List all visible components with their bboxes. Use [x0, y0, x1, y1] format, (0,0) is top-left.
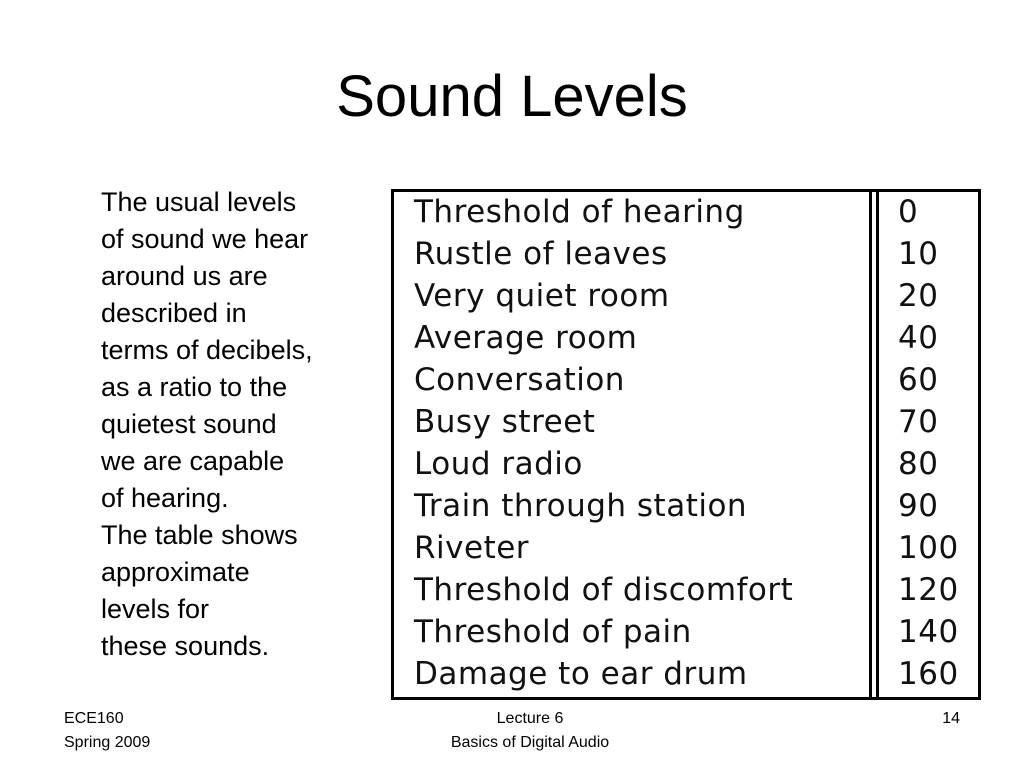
sound-name-cell: Average room	[414, 320, 638, 356]
body-line: quietest sound	[101, 409, 277, 439]
decibel-cell: 140	[898, 614, 959, 650]
decibel-cell: 120	[898, 572, 959, 608]
footer-lecture: Lecture 6	[496, 710, 564, 727]
sound-name-cell: Conversation	[414, 362, 625, 398]
decibel-cell: 60	[898, 362, 939, 398]
sound-name-column	[394, 192, 872, 697]
body-line: approximate	[101, 557, 250, 587]
decibel-column	[876, 192, 978, 697]
sound-name-cell: Train through station	[414, 488, 748, 524]
decibel-cell: 70	[898, 404, 939, 440]
body-line: these sounds.	[101, 631, 270, 661]
slide-number: 14	[942, 710, 960, 727]
body-line: described in	[101, 298, 247, 328]
decibel-cell: 160	[898, 656, 959, 692]
sound-name-cell: Busy street	[414, 404, 596, 440]
decibel-cell: 40	[898, 320, 939, 356]
decibel-cell: 100	[898, 530, 959, 566]
sound-name-cell: Very quiet room	[414, 278, 670, 314]
sound-name-cell: Rustle of leaves	[414, 236, 668, 272]
decibel-cell: 20	[898, 278, 939, 314]
body-line: levels for	[101, 594, 210, 624]
body-line: terms of decibels,	[101, 335, 313, 365]
body-line: we are capable	[101, 446, 285, 476]
body-line: of sound we hear	[101, 224, 309, 254]
footer-term: Spring 2009	[64, 734, 151, 751]
decibel-cell: 90	[898, 488, 939, 524]
decibel-cell: 0	[898, 194, 919, 230]
sound-name-cell: Riveter	[414, 530, 530, 566]
footer-course: ECE160	[64, 710, 124, 727]
body-line: as a ratio to the	[101, 372, 288, 402]
slide-title: Sound Levels	[336, 64, 688, 129]
sound-name-cell: Threshold of hearing	[414, 194, 745, 230]
body-text	[101, 184, 386, 665]
sound-name-cell: Threshold of discomfort	[414, 572, 794, 608]
sound-name-cell: Loud radio	[414, 446, 583, 482]
sound-name-cell: Damage to ear drum	[414, 656, 748, 692]
body-line: around us are	[101, 261, 268, 291]
footer-lecture-info	[410, 707, 650, 755]
decibel-cell: 80	[898, 446, 939, 482]
footer-course-info	[64, 707, 150, 755]
decibel-cell: 10	[898, 236, 939, 272]
footer-lecture-title: Basics of Digital Audio	[450, 734, 610, 751]
body-line: The usual levels	[101, 187, 297, 217]
body-line: of hearing.	[101, 483, 229, 513]
sound-name-cell: Threshold of pain	[414, 614, 692, 650]
body-line: The table shows	[101, 520, 298, 550]
sound-levels-table	[391, 189, 981, 700]
